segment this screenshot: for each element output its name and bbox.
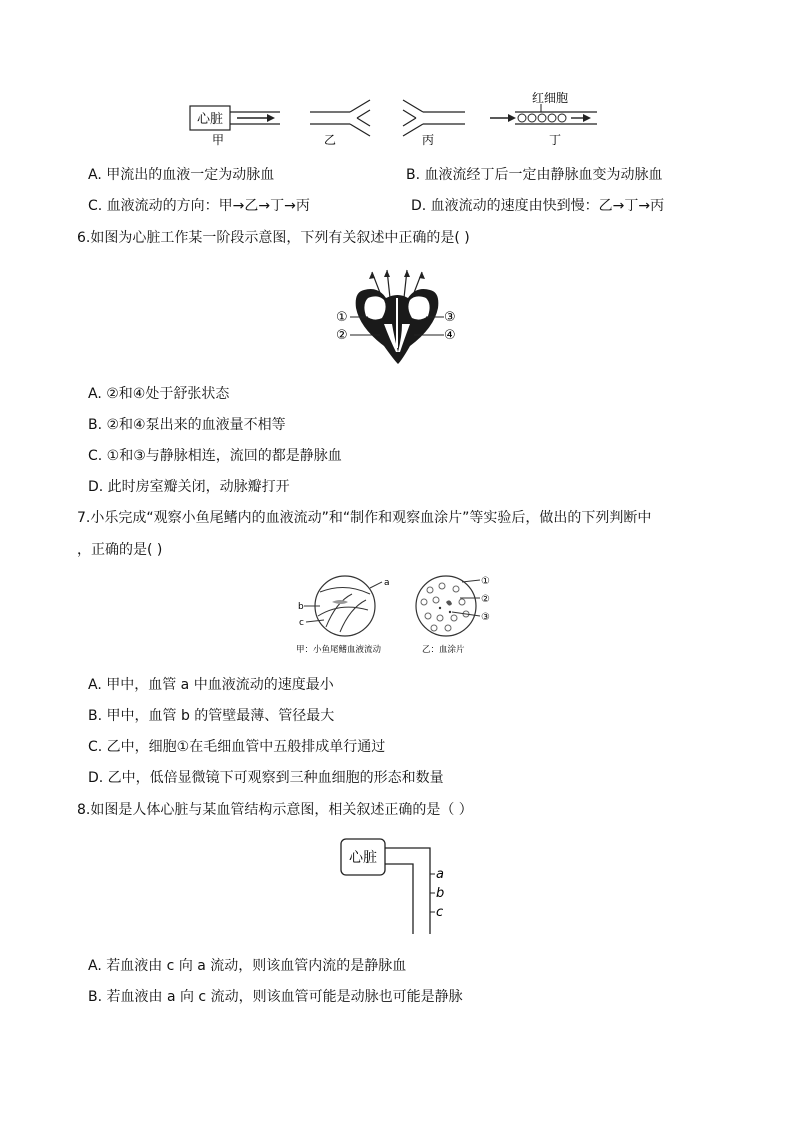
heart-label: 心脏 — [196, 112, 224, 127]
label-c: c — [299, 618, 304, 628]
q7-option-c: C. 乙中，细胞①在毛细血管中五般排成单行通过 — [88, 739, 386, 755]
q6-option-d: D. 此时房室瓣关闭，动脉瓣打开 — [88, 479, 290, 495]
q6-option-a: A. ②和④处于舒张状态 — [88, 386, 230, 402]
q5-option-a: A. 甲流出的血液一定为动脉血 — [88, 167, 275, 183]
label-4: ④ — [444, 328, 456, 343]
q7-stem-line1: 7.小乐完成“观察小鱼尾鳍内的血液流动”和“制作和观察血涂片”等实验后，做出的下列判断中 — [77, 510, 652, 526]
label-c: c — [436, 905, 444, 920]
q6-stem: 6.如图为心脏工作某一阶段示意图，下列有关叙述中正确的是( ) — [77, 230, 470, 246]
label-b: b — [436, 886, 445, 901]
q8-stem: 8.如图是人体心脏与某血管结构示意图，相关叙述正确的是（ ） — [77, 802, 473, 818]
q7-option-d: D. 乙中，低倍显微镜下可观察到三种血细胞的形态和数量 — [88, 770, 444, 786]
label-3: ③ — [481, 612, 490, 623]
caption-yi: 乙：血涂片 — [422, 645, 465, 655]
heart-vessel-figure — [338, 836, 448, 936]
label-a: a — [384, 578, 390, 588]
q5-option-d: D. 血液流动的速度由快到慢：乙→丁→丙 — [411, 198, 665, 214]
label-bing: 丙 — [421, 133, 435, 147]
q8-option-b: B. 若血液由 a 向 c 流动，则该血管可能是动脉也可能是静脉 — [88, 989, 463, 1005]
q6-option-b: B. ②和④泵出来的血液量不相等 — [88, 417, 286, 433]
q6-option-c: C. ①和③与静脉相连，流回的都是静脉血 — [88, 448, 342, 464]
label-1: ① — [481, 576, 490, 587]
label-ding: 丁 — [548, 133, 562, 147]
heart-label: 心脏 — [349, 850, 377, 866]
q8-option-a: A. 若血液由 c 向 a 流动，则该血管内流的是静脉血 — [88, 958, 407, 974]
vessel-types-figure — [185, 88, 605, 150]
heart-diagram — [332, 268, 462, 368]
q5-option-c: C. 血液流动的方向：甲→乙→丁→丙 — [88, 198, 310, 214]
q7-option-a: A. 甲中，血管 a 中血液流动的速度最小 — [88, 677, 334, 693]
label-a: a — [436, 867, 444, 882]
label-b: b — [298, 602, 304, 612]
q7-option-b: B. 甲中，血管 b 的管壁最薄、管径最大 — [88, 708, 335, 724]
label-3: ③ — [444, 310, 456, 325]
blood-observation-figure — [290, 572, 510, 658]
q7-stem-line2: ，正确的是( ) — [77, 542, 163, 558]
label-2: ② — [336, 328, 348, 343]
caption-jia: 甲：小鱼尾鳍血液流动 — [296, 645, 382, 655]
label-yi: 乙 — [323, 133, 337, 147]
label-1: ① — [336, 310, 348, 325]
label-jia: 甲 — [211, 133, 225, 147]
label-2: ② — [481, 594, 490, 605]
q5-option-b: B. 血液流经丁后一定由静脉血变为动脉血 — [406, 167, 663, 183]
rbc-label: 红细胞 — [531, 91, 569, 105]
